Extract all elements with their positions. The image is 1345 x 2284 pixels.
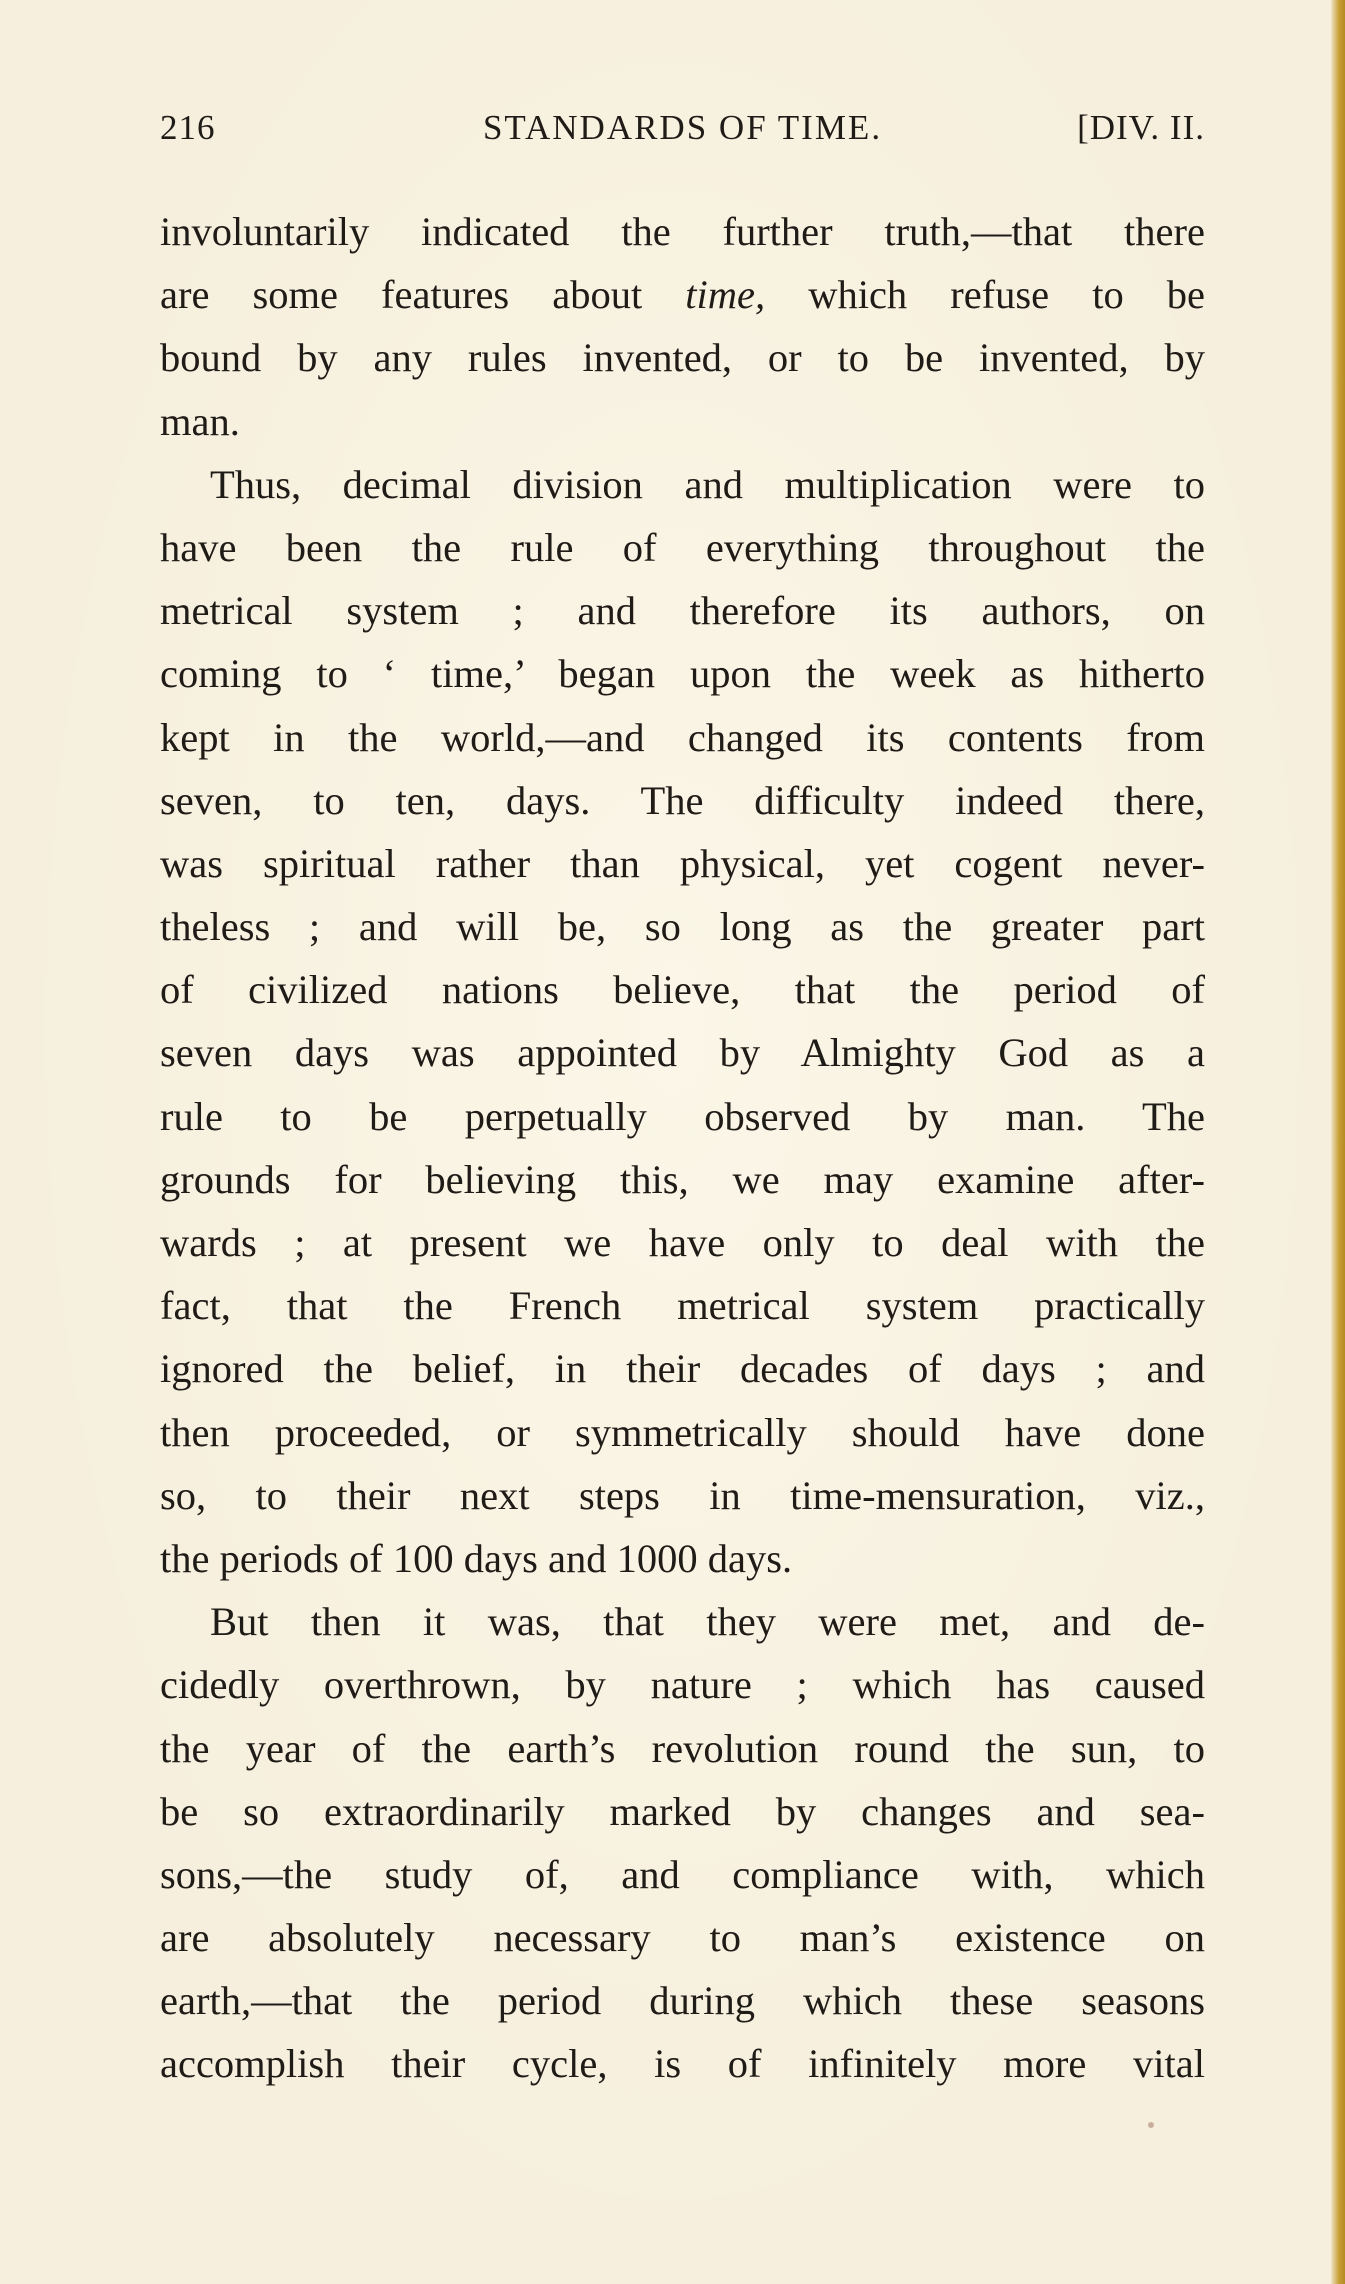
text-line: theless ; and will be, so long as the greater part <box>160 904 1205 950</box>
body-text <box>160 200 1205 2096</box>
text-line: rule to be perpetually observed by man. The <box>160 1093 1205 1139</box>
text-segment: are some features about <box>160 272 686 318</box>
text-line: are absolutely necessary to man’s existence on <box>160 1915 1205 1961</box>
page-number: 216 <box>160 108 216 147</box>
text-line: bound by any rules invented, or to be invented, by <box>160 335 1205 381</box>
text-line: earth,—that the period during which these seasons <box>160 1978 1205 2024</box>
paper-speck <box>1148 2122 1154 2128</box>
text-line <box>160 263 1205 326</box>
text-line: so, to their next steps in time-mensuration, viz., <box>160 1472 1205 1518</box>
text-line: the year of the earth’s revolution round the sun, to <box>160 1725 1205 1771</box>
paragraph-first-line: Thus, decimal division and multiplication were to <box>210 461 1205 507</box>
paragraph-first-line: But then it was, that they were met, and de- <box>210 1599 1205 1645</box>
gilt-page-edge <box>1331 0 1345 2284</box>
division-label: [DIV. II. <box>1077 108 1205 147</box>
text-line: fact, that the French metrical system practically <box>160 1283 1205 1329</box>
emphasized-word: time, <box>685 272 766 318</box>
text-line: coming to ‘ time,’ began upon the week as hitherto <box>160 651 1205 697</box>
running-header <box>160 108 1205 168</box>
text-line: was spiritual rather than physical, yet cogent never- <box>160 840 1205 886</box>
text-segment: which refuse to be <box>765 272 1205 318</box>
text-line: seven days was appointed by Almighty God as a <box>160 1030 1205 1076</box>
text-line: be so extraordinarily marked by changes and sea- <box>160 1788 1205 1834</box>
text-line: man. <box>160 398 240 444</box>
text-line: have been the rule of everything throughout the <box>160 524 1205 570</box>
text-line: seven, to ten, days. The difficulty indeed there, <box>160 777 1205 823</box>
text-line: sons,—the study of, and compliance with, which <box>160 1851 1205 1897</box>
text-line: kept in the world,—and changed its contents from <box>160 714 1205 760</box>
text-line: involuntarily indicated the further truth,—that there <box>160 209 1205 254</box>
text-line: the periods of 100 days and 1000 days. <box>160 1535 793 1581</box>
text-line: ignored the belief, in their decades of days ; and <box>160 1346 1205 1392</box>
text-line: then proceeded, or symmetrically should have done <box>160 1409 1205 1455</box>
text-line: accomplish their cycle, is of infinitely more vital <box>160 2041 1205 2087</box>
text-line: wards ; at present we have only to deal with the <box>160 1220 1205 1265</box>
text-line: of civilized nations believe, that the period of <box>160 967 1205 1013</box>
text-line: grounds for believing this, we may examine after- <box>160 1156 1205 1202</box>
text-line: metrical system ; and therefore its authors, on <box>160 588 1205 634</box>
text-line: cidedly overthrown, by nature ; which has caused <box>160 1662 1205 1708</box>
running-title: STANDARDS OF TIME. <box>482 108 883 147</box>
